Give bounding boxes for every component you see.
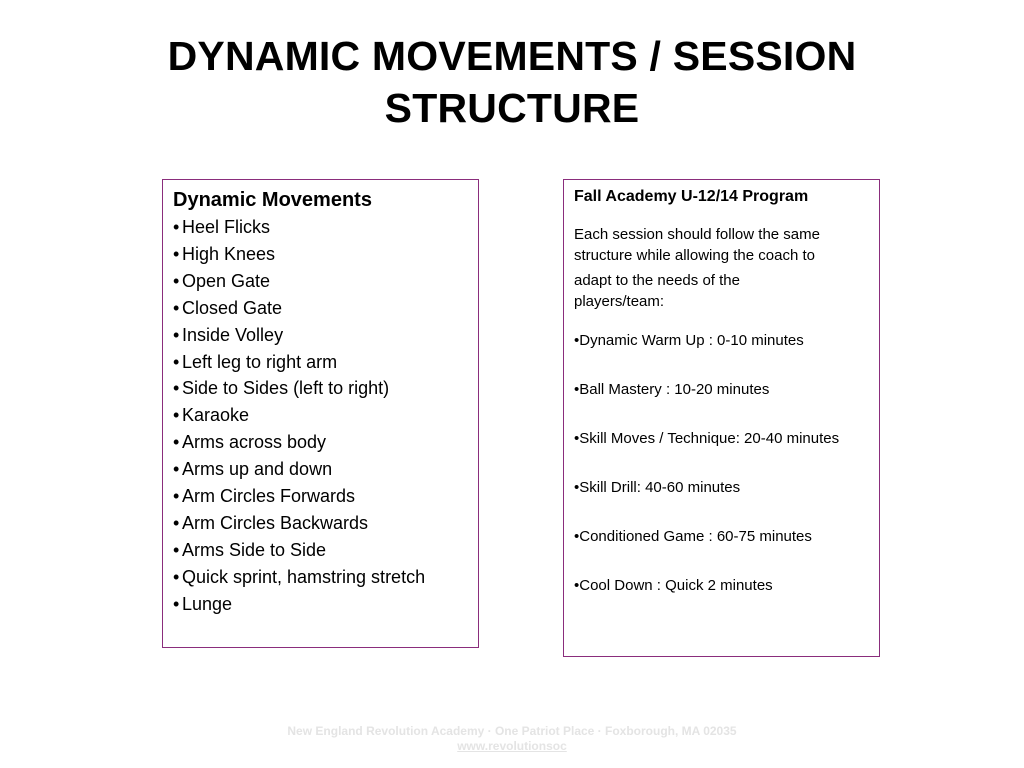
dynamic-movements-list (173, 214, 468, 618)
list-item-text: Arms Side to Side (182, 539, 327, 560)
footer-address: New England Revolution Academy · One Patriot Place · Foxborough, MA 02035 (287, 724, 737, 738)
bullet-icon: • (173, 405, 180, 426)
list-item-text: Inside Volley (182, 324, 284, 345)
list-item (173, 214, 468, 241)
bullet-icon: • (173, 217, 180, 237)
bullet-icon: • (173, 512, 180, 533)
footer-link[interactable]: www.revolutionsoc (457, 739, 567, 753)
intro-line: structure while allowing the coach to (574, 247, 815, 264)
list-item-text: Lunge (182, 593, 233, 614)
program-heading: Fall Academy U-12/14 Program (574, 188, 809, 205)
dynamic-movements-box (162, 179, 479, 648)
list-item (173, 322, 468, 349)
bullet-icon: • (173, 297, 180, 318)
list-item-text: Open Gate (182, 270, 271, 291)
list-item-text: High Knees (182, 243, 276, 264)
list-item-text: Arm Circles Backwards (182, 512, 369, 533)
slide-title (80, 30, 944, 134)
list-item (173, 295, 468, 322)
dynamic-movements-heading: Dynamic Movements (173, 189, 372, 211)
bullet-icon: • (173, 459, 180, 480)
list-item-text: Left leg to right arm (182, 351, 338, 372)
bullet-icon: • (173, 351, 180, 372)
schedule-item: •Skill Drill: 40-60 minutes (574, 479, 741, 496)
footer (180, 724, 844, 754)
list-item-text: Quick sprint, hamstring stretch (182, 566, 426, 587)
session-structure-box (563, 179, 880, 657)
list-item (173, 241, 468, 268)
schedule-item: •Dynamic Warm Up : 0-10 minutes (574, 332, 804, 349)
intro-line: Each session should follow the same (574, 226, 820, 243)
intro-line: players/team: (574, 293, 665, 310)
session-schedule (574, 331, 869, 596)
title-line-2: STRUCTURE (384, 85, 640, 131)
list-item-text: Arms up and down (182, 459, 333, 480)
bullet-icon: • (173, 324, 180, 345)
list-item-text: Arm Circles Forwards (182, 486, 356, 507)
list-item (173, 402, 468, 429)
list-item (173, 349, 468, 376)
bullet-icon: • (173, 539, 180, 560)
list-item (173, 537, 468, 564)
session-intro (574, 224, 869, 312)
list-item (173, 456, 468, 483)
list-item-text: Heel Flicks (182, 217, 271, 237)
intro-line: adapt to the needs of the (574, 272, 740, 289)
schedule-item: •Cool Down : Quick 2 minutes (574, 577, 773, 594)
title-line-1: DYNAMIC MOVEMENTS / SESSION (167, 33, 857, 79)
schedule-item: •Skill Moves / Technique: 20-40 minutes (574, 430, 840, 447)
list-item (173, 564, 468, 591)
list-item (173, 268, 468, 295)
schedule-item: •Conditioned Game : 60-75 minutes (574, 528, 812, 545)
list-item-text: Karaoke (182, 405, 250, 426)
list-item-text: Arms across body (182, 432, 327, 453)
bullet-icon: • (173, 378, 180, 399)
list-item-text: Closed Gate (182, 297, 283, 318)
list-item (173, 429, 468, 456)
bullet-icon: • (173, 593, 180, 614)
list-item (173, 375, 468, 402)
schedule-item: •Ball Mastery : 10-20 minutes (574, 381, 770, 398)
bullet-icon: • (173, 243, 180, 264)
bullet-icon: • (173, 270, 180, 291)
bullet-icon: • (173, 486, 180, 507)
list-item (173, 483, 468, 510)
bullet-icon: • (173, 566, 180, 587)
list-item-text: Side to Sides (left to right) (182, 378, 390, 399)
bullet-icon: • (173, 432, 180, 453)
list-item (173, 591, 468, 618)
list-item (173, 510, 468, 537)
